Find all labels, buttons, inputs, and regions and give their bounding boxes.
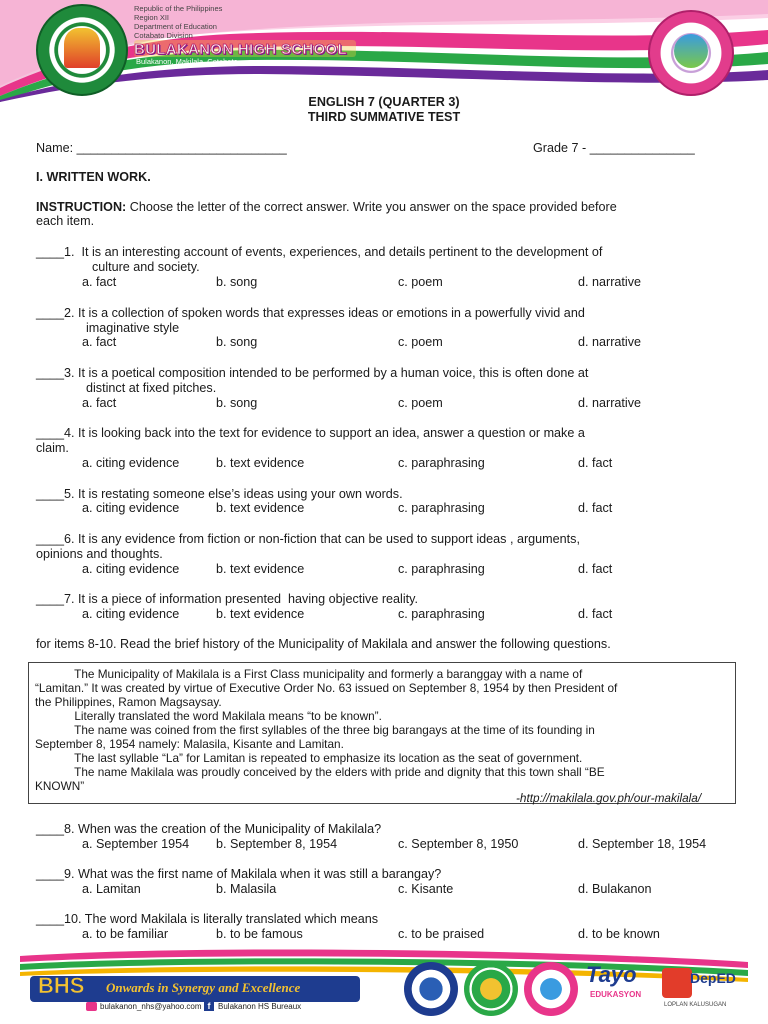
choice-c[interactable]: c. paraphrasing bbox=[398, 607, 485, 621]
school-seal-icon bbox=[464, 962, 518, 1016]
choice-a[interactable]: a. fact bbox=[82, 335, 117, 349]
question-7: ____7. It is a piece of information presented having objective reality. bbox=[36, 592, 418, 606]
question-3: ____3. It is a poetical composition intended to be performed by a human voice, this is often done at bbox=[36, 366, 589, 380]
tayo-logo: Tayo bbox=[586, 962, 637, 987]
passage-line: The last syllable “La” for Lamitan is repeated to emphasize its location as the seat of government. bbox=[35, 751, 583, 765]
choice-c[interactable]: c. to be praised bbox=[398, 927, 485, 941]
school-district-seal-logo bbox=[648, 10, 734, 96]
passage-line: Literally translated the word Makilala means “to be known”. bbox=[35, 709, 382, 723]
passage-source-link[interactable]: -http://makilala.gov.ph/our-makilala/ bbox=[516, 791, 702, 805]
choice-c[interactable]: c. September 8, 1950 bbox=[398, 837, 519, 851]
choice-d[interactable]: d. to be known bbox=[578, 927, 660, 941]
question-4: ____4. It is looking back into the text for evidence to support an idea, answer a question or make a bbox=[36, 426, 585, 440]
school-address: Bulakanon, Makilala, Cotabato bbox=[136, 57, 238, 66]
choice-d[interactable]: d. narrative bbox=[578, 396, 641, 410]
school-seal-logo bbox=[36, 4, 128, 96]
choice-a[interactable]: a. citing evidence bbox=[82, 562, 180, 576]
question-9: ____9. What was the first name of Makilala when it was still a barangay? bbox=[36, 867, 442, 881]
footer-slogan: Onwards in Synergy and Excellence bbox=[106, 980, 301, 995]
passage-line: September 8, 1954 namely: Malasila, Kisante and Lamitan. bbox=[35, 737, 344, 751]
choice-c[interactable]: c. Kisante bbox=[398, 882, 454, 896]
passage-line: “Lamitan.” It was created by virtue of Executive Order No. 63 issued on September 8, 1954 by then President of bbox=[35, 681, 618, 695]
footer-facebook[interactable]: Bulakanon HS Bureaux bbox=[218, 1002, 302, 1011]
question-3-cont: distinct at fixed pitches. bbox=[86, 381, 217, 395]
question-10: ____10. The word Makilala is literally translated which means bbox=[36, 912, 379, 926]
passage-line: The name Makilala was proudly conceived by the elders with pride and dignity that this town shall “BE bbox=[35, 765, 605, 779]
choice-b[interactable]: b. song bbox=[216, 335, 258, 349]
choice-d[interactable]: d. narrative bbox=[578, 275, 641, 289]
choice-c[interactable]: c. paraphrasing bbox=[398, 501, 485, 515]
passage-line: The name was coined from the first syllables of the three big barangays at the time of its founding in bbox=[35, 723, 595, 737]
choice-d[interactable]: d. fact bbox=[578, 562, 613, 576]
choice-d[interactable]: d. fact bbox=[578, 607, 613, 621]
instruction-line-1 bbox=[36, 200, 617, 215]
deped-seal-icon bbox=[404, 962, 458, 1016]
footer-bhs-logo: BHS bbox=[38, 973, 85, 998]
choice-a[interactable]: a. fact bbox=[82, 396, 117, 410]
passage-line: the Philippines, Ramon Magsaysay. bbox=[35, 695, 222, 709]
instruction-text: Choose the letter of the correct answer. Write you answer on the space provided before bbox=[126, 200, 617, 214]
question-4-cont: claim. bbox=[36, 441, 69, 455]
deped-logo-icon bbox=[662, 968, 692, 998]
choice-c[interactable]: c. paraphrasing bbox=[398, 562, 485, 576]
question-6-cont: opinions and thoughts. bbox=[36, 547, 163, 561]
choice-d[interactable]: d. fact bbox=[578, 501, 613, 515]
question-6: ____6. It is any evidence from fiction or non-fiction that can be used to support ideas , arguments, bbox=[36, 532, 580, 546]
instruction-label: INSTRUCTION: bbox=[36, 200, 127, 214]
tayo-logo-sub: EDUKASYON bbox=[590, 990, 642, 999]
passage-intro: for items 8-10. Read the brief history of the Municipality of Makilala and answer the following questions. bbox=[36, 637, 611, 651]
grade-field[interactable]: Grade 7 - _______________ bbox=[533, 141, 695, 155]
choice-a[interactable]: a. Lamitan bbox=[82, 882, 141, 896]
choice-b[interactable]: b. song bbox=[216, 396, 258, 410]
question-8: ____8. When was the creation of the Municipality of Makilala? bbox=[36, 822, 382, 836]
section-heading: I. WRITTEN WORK. bbox=[36, 170, 151, 184]
choice-b[interactable]: b. text evidence bbox=[216, 501, 305, 515]
choice-b[interactable]: b. text evidence bbox=[216, 456, 305, 470]
choice-c[interactable]: c. poem bbox=[398, 335, 443, 349]
question-1-cont: culture and society. bbox=[92, 260, 200, 274]
question-2: ____2. It is a collection of spoken words that expresses ideas or emotions in a powerfully vivid and bbox=[36, 306, 585, 320]
choice-c[interactable]: c. poem bbox=[398, 396, 443, 410]
choice-c[interactable]: c. paraphrasing bbox=[398, 456, 485, 470]
question-5: ____5. It is restating someone else’s ideas using your own words. bbox=[36, 487, 403, 501]
deped-logo-sub: LOPLAN KALUSUGAN bbox=[664, 1002, 727, 1008]
choice-b[interactable]: b. September 8, 1954 bbox=[216, 837, 338, 851]
passage-line: KNOWN” bbox=[35, 779, 85, 793]
choice-d[interactable]: d. Bulakanon bbox=[578, 882, 652, 896]
choice-b[interactable]: b. text evidence bbox=[216, 607, 305, 621]
choice-b[interactable]: b. song bbox=[216, 275, 258, 289]
facebook-icon: f bbox=[204, 1001, 214, 1011]
choice-b[interactable]: b. to be famous bbox=[216, 927, 303, 941]
choice-d[interactable]: d. narrative bbox=[578, 335, 641, 349]
choice-a[interactable]: a. citing evidence bbox=[82, 607, 180, 621]
choice-a[interactable]: a. citing evidence bbox=[82, 456, 180, 470]
choice-b[interactable]: b. text evidence bbox=[216, 562, 305, 576]
test-title-type: THIRD SUMMATIVE TEST bbox=[307, 110, 461, 124]
header-region: Region XII bbox=[134, 13, 170, 22]
district-seal-icon bbox=[524, 962, 578, 1016]
deped-logo: DepED bbox=[690, 970, 736, 986]
question-2-cont: imaginative style bbox=[86, 321, 180, 335]
passage-line: The Municipality of Makilala is a First Class municipality and formerly a baranggay with a name of bbox=[35, 667, 583, 681]
header-department: Department of Education bbox=[134, 22, 217, 31]
school-name: BULAKANON HIGH SCHOOL bbox=[134, 41, 347, 58]
choice-a[interactable]: a. citing evidence bbox=[82, 501, 180, 515]
question-1: ____1. It is an interesting account of events, experiences, and details pertinent to the development of bbox=[36, 245, 603, 259]
header-republic: Republic of the Philippines bbox=[134, 4, 223, 13]
choice-c[interactable]: c. poem bbox=[398, 275, 443, 289]
test-title-subject: ENGLISH 7 (QUARTER 3) bbox=[308, 95, 460, 109]
email-icon bbox=[86, 1002, 97, 1011]
choice-d[interactable]: d. fact bbox=[578, 456, 613, 470]
choice-d[interactable]: d. September 18, 1954 bbox=[578, 837, 707, 851]
choice-a[interactable]: a. September 1954 bbox=[82, 837, 190, 851]
instruction-line-2: each item. bbox=[36, 214, 95, 228]
choice-b[interactable]: b. Malasila bbox=[216, 882, 277, 896]
name-field[interactable]: Name: ______________________________ bbox=[36, 141, 287, 155]
footer-email[interactable]: bulakanon_nhs@yahoo.com bbox=[100, 1002, 202, 1011]
header-division: Cotabato Division bbox=[134, 31, 193, 40]
choice-a[interactable]: a. fact bbox=[82, 275, 117, 289]
choice-a[interactable]: a. to be familiar bbox=[82, 927, 169, 941]
